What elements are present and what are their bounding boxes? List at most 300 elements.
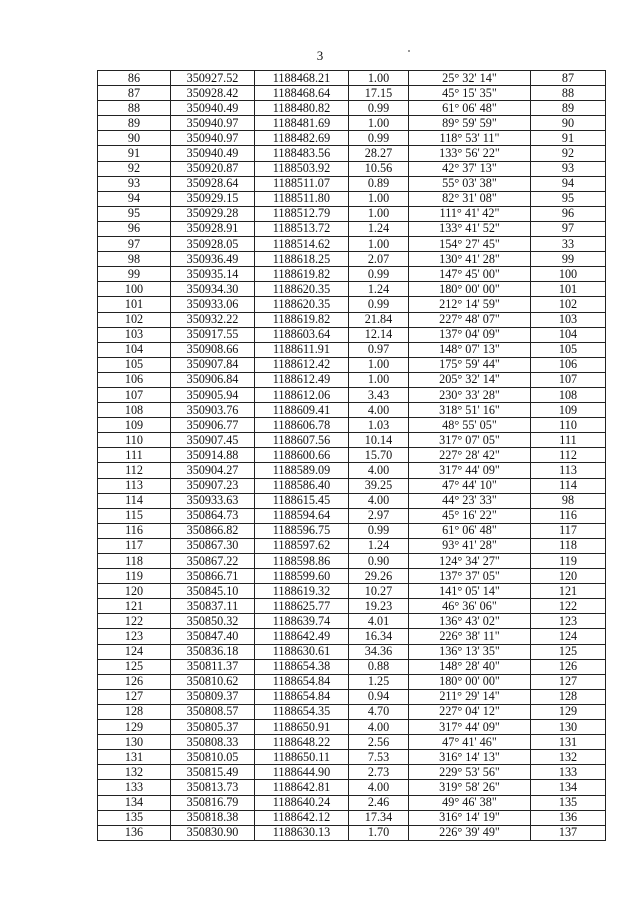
bearing-cell: 180° 00' 00": [409, 674, 531, 689]
y-coordinate-cell: 1188639.74: [255, 614, 349, 629]
distance-cell: 16.34: [349, 629, 409, 644]
x-coordinate-cell: 350928.64: [171, 176, 255, 191]
next-point-cell: 98: [531, 493, 606, 508]
bearing-cell: 227° 48' 07": [409, 312, 531, 327]
page-number: 3: [316, 48, 324, 63]
y-coordinate-cell: 1188619.82: [255, 267, 349, 282]
x-coordinate-cell: 350864.73: [171, 508, 255, 523]
table-row: [98, 448, 606, 463]
point-number-cell: 110: [98, 433, 171, 448]
table-row: [98, 387, 606, 402]
distance-cell: 2.46: [349, 795, 409, 810]
table-row: [98, 327, 606, 342]
table-row: [98, 750, 606, 765]
distance-cell: 17.15: [349, 86, 409, 101]
y-coordinate-cell: 1188648.22: [255, 735, 349, 750]
next-point-cell: 111: [531, 433, 606, 448]
y-coordinate-cell: 1188612.49: [255, 372, 349, 387]
x-coordinate-cell: 350914.88: [171, 448, 255, 463]
table-row: [98, 644, 606, 659]
bearing-cell: 230° 33' 28": [409, 387, 531, 402]
point-number-cell: 105: [98, 357, 171, 372]
table-row: [98, 674, 606, 689]
point-number-cell: 133: [98, 780, 171, 795]
coordinate-table-container: [97, 70, 605, 841]
point-number-cell: 99: [98, 267, 171, 282]
table-row: [98, 282, 606, 297]
distance-cell: 4.00: [349, 780, 409, 795]
x-coordinate-cell: 350810.05: [171, 750, 255, 765]
x-coordinate-cell: 350905.94: [171, 387, 255, 402]
point-number-cell: 86: [98, 71, 171, 86]
next-point-cell: 126: [531, 659, 606, 674]
point-number-cell: 91: [98, 146, 171, 161]
y-coordinate-cell: 1188607.56: [255, 433, 349, 448]
distance-cell: 2.73: [349, 765, 409, 780]
next-point-cell: 93: [531, 161, 606, 176]
next-point-cell: 124: [531, 629, 606, 644]
y-coordinate-cell: 1188589.09: [255, 463, 349, 478]
bearing-cell: 137° 04' 09": [409, 327, 531, 342]
table-row: [98, 101, 606, 116]
distance-cell: 10.56: [349, 161, 409, 176]
bearing-cell: 111° 41' 42": [409, 206, 531, 221]
distance-cell: 4.00: [349, 403, 409, 418]
bearing-cell: 147° 45' 00": [409, 267, 531, 282]
bearing-cell: 317° 07' 05": [409, 433, 531, 448]
bearing-cell: 227° 04' 12": [409, 704, 531, 719]
point-number-cell: 128: [98, 704, 171, 719]
next-point-cell: 103: [531, 312, 606, 327]
next-point-cell: 100: [531, 267, 606, 282]
x-coordinate-cell: 350908.66: [171, 342, 255, 357]
next-point-cell: 122: [531, 599, 606, 614]
next-point-cell: 133: [531, 765, 606, 780]
bearing-cell: 48° 55' 05": [409, 418, 531, 433]
point-number-cell: 130: [98, 735, 171, 750]
table-row: [98, 237, 606, 252]
distance-cell: 0.90: [349, 554, 409, 569]
next-point-cell: 89: [531, 101, 606, 116]
bearing-cell: 45° 16' 22": [409, 508, 531, 523]
bearing-cell: 55° 03' 38": [409, 176, 531, 191]
next-point-cell: 101: [531, 282, 606, 297]
x-coordinate-cell: 350830.90: [171, 825, 255, 840]
point-number-cell: 94: [98, 191, 171, 206]
point-number-cell: 123: [98, 629, 171, 644]
table-row: [98, 131, 606, 146]
x-coordinate-cell: 350932.22: [171, 312, 255, 327]
point-number-cell: 136: [98, 825, 171, 840]
bearing-cell: 45° 15' 35": [409, 86, 531, 101]
y-coordinate-cell: 1188481.69: [255, 116, 349, 131]
point-number-cell: 87: [98, 86, 171, 101]
point-number-cell: 90: [98, 131, 171, 146]
distance-cell: 1.24: [349, 538, 409, 553]
y-coordinate-cell: 1188619.32: [255, 584, 349, 599]
bearing-cell: 226° 38' 11": [409, 629, 531, 644]
table-row: [98, 720, 606, 735]
table-row: [98, 508, 606, 523]
bearing-cell: 133° 56' 22": [409, 146, 531, 161]
table-row: [98, 523, 606, 538]
distance-cell: 0.94: [349, 689, 409, 704]
bearing-cell: 154° 27' 45": [409, 237, 531, 252]
y-coordinate-cell: 1188654.38: [255, 659, 349, 674]
next-point-cell: 104: [531, 327, 606, 342]
x-coordinate-cell: 350811.37: [171, 659, 255, 674]
coordinate-table: [97, 70, 606, 841]
x-coordinate-cell: 350867.22: [171, 554, 255, 569]
point-number-cell: 93: [98, 176, 171, 191]
next-point-cell: 125: [531, 644, 606, 659]
x-coordinate-cell: 350920.87: [171, 161, 255, 176]
x-coordinate-cell: 350808.33: [171, 735, 255, 750]
next-point-cell: 91: [531, 131, 606, 146]
next-point-cell: 127: [531, 674, 606, 689]
point-number-cell: 102: [98, 312, 171, 327]
distance-cell: 2.56: [349, 735, 409, 750]
next-point-cell: 108: [531, 387, 606, 402]
bearing-cell: 229° 53' 56": [409, 765, 531, 780]
next-point-cell: 106: [531, 357, 606, 372]
distance-cell: 4.00: [349, 493, 409, 508]
x-coordinate-cell: 350935.14: [171, 267, 255, 282]
bearing-cell: 82° 31' 08": [409, 191, 531, 206]
y-coordinate-cell: 1188630.61: [255, 644, 349, 659]
next-point-cell: 109: [531, 403, 606, 418]
x-coordinate-cell: 350933.06: [171, 297, 255, 312]
distance-cell: 4.00: [349, 720, 409, 735]
table-row: [98, 538, 606, 553]
point-number-cell: 108: [98, 403, 171, 418]
table-row: [98, 659, 606, 674]
table-row: [98, 357, 606, 372]
distance-cell: 0.99: [349, 297, 409, 312]
y-coordinate-cell: 1188603.64: [255, 327, 349, 342]
next-point-cell: 88: [531, 86, 606, 101]
table-row: [98, 403, 606, 418]
table-row: [98, 584, 606, 599]
bearing-cell: 133° 41' 52": [409, 221, 531, 236]
next-point-cell: 87: [531, 71, 606, 86]
distance-cell: 34.36: [349, 644, 409, 659]
x-coordinate-cell: 350933.63: [171, 493, 255, 508]
point-number-cell: 98: [98, 252, 171, 267]
distance-cell: 28.27: [349, 146, 409, 161]
point-number-cell: 127: [98, 689, 171, 704]
bearing-cell: 61° 06' 48": [409, 101, 531, 116]
y-coordinate-cell: 1188654.35: [255, 704, 349, 719]
next-point-cell: 99: [531, 252, 606, 267]
next-point-cell: 120: [531, 569, 606, 584]
bearing-cell: 42° 37' 13": [409, 161, 531, 176]
table-row: [98, 71, 606, 86]
point-number-cell: 125: [98, 659, 171, 674]
y-coordinate-cell: 1188612.06: [255, 387, 349, 402]
bearing-cell: 61° 06' 48": [409, 523, 531, 538]
next-point-cell: 132: [531, 750, 606, 765]
table-row: [98, 765, 606, 780]
point-number-cell: 126: [98, 674, 171, 689]
table-row: [98, 372, 606, 387]
table-row: [98, 86, 606, 101]
x-coordinate-cell: 350836.18: [171, 644, 255, 659]
x-coordinate-cell: 350866.71: [171, 569, 255, 584]
bearing-cell: 212° 14' 59": [409, 297, 531, 312]
bearing-cell: 44° 23' 33": [409, 493, 531, 508]
table-row: [98, 735, 606, 750]
table-row: [98, 161, 606, 176]
y-coordinate-cell: 1188640.24: [255, 795, 349, 810]
table-row: [98, 146, 606, 161]
x-coordinate-cell: 350904.27: [171, 463, 255, 478]
distance-cell: 0.99: [349, 267, 409, 282]
table-row: [98, 206, 606, 221]
next-point-cell: 90: [531, 116, 606, 131]
distance-cell: 1.24: [349, 282, 409, 297]
bearing-cell: 148° 28' 40": [409, 659, 531, 674]
y-coordinate-cell: 1188619.82: [255, 312, 349, 327]
y-coordinate-cell: 1188468.64: [255, 86, 349, 101]
next-point-cell: 117: [531, 523, 606, 538]
distance-cell: 2.97: [349, 508, 409, 523]
y-coordinate-cell: 1188600.66: [255, 448, 349, 463]
point-number-cell: 117: [98, 538, 171, 553]
point-number-cell: 88: [98, 101, 171, 116]
y-coordinate-cell: 1188642.49: [255, 629, 349, 644]
x-coordinate-cell: 350816.79: [171, 795, 255, 810]
distance-cell: 1.24: [349, 221, 409, 236]
distance-cell: 0.97: [349, 342, 409, 357]
distance-cell: 17.34: [349, 810, 409, 825]
table-row: [98, 569, 606, 584]
bearing-cell: 137° 37' 05": [409, 569, 531, 584]
point-number-cell: 107: [98, 387, 171, 402]
y-coordinate-cell: 1188630.13: [255, 825, 349, 840]
x-coordinate-cell: 350815.49: [171, 765, 255, 780]
table-body: [98, 71, 606, 841]
distance-cell: 39.25: [349, 478, 409, 493]
next-point-cell: 116: [531, 508, 606, 523]
distance-cell: 1.03: [349, 418, 409, 433]
point-number-cell: 113: [98, 478, 171, 493]
distance-cell: 1.25: [349, 674, 409, 689]
distance-cell: 4.00: [349, 463, 409, 478]
x-coordinate-cell: 350934.30: [171, 282, 255, 297]
bearing-cell: 148° 07' 13": [409, 342, 531, 357]
x-coordinate-cell: 350866.82: [171, 523, 255, 538]
y-coordinate-cell: 1188586.40: [255, 478, 349, 493]
next-point-cell: 134: [531, 780, 606, 795]
y-coordinate-cell: 1188654.84: [255, 674, 349, 689]
table-row: [98, 418, 606, 433]
table-row: [98, 478, 606, 493]
distance-cell: 12.14: [349, 327, 409, 342]
bearing-cell: 319° 58' 26": [409, 780, 531, 795]
x-coordinate-cell: 350906.77: [171, 418, 255, 433]
x-coordinate-cell: 350928.05: [171, 237, 255, 252]
distance-cell: 1.00: [349, 206, 409, 221]
y-coordinate-cell: 1188625.77: [255, 599, 349, 614]
table-row: [98, 342, 606, 357]
y-coordinate-cell: 1188596.75: [255, 523, 349, 538]
bearing-cell: 227° 28' 42": [409, 448, 531, 463]
y-coordinate-cell: 1188514.62: [255, 237, 349, 252]
next-point-cell: 119: [531, 554, 606, 569]
point-number-cell: 135: [98, 810, 171, 825]
point-number-cell: 115: [98, 508, 171, 523]
y-coordinate-cell: 1188620.35: [255, 282, 349, 297]
y-coordinate-cell: 1188650.11: [255, 750, 349, 765]
point-number-cell: 106: [98, 372, 171, 387]
y-coordinate-cell: 1188482.69: [255, 131, 349, 146]
point-number-cell: 96: [98, 221, 171, 236]
distance-cell: 4.70: [349, 704, 409, 719]
x-coordinate-cell: 350928.42: [171, 86, 255, 101]
next-point-cell: 110: [531, 418, 606, 433]
bearing-cell: 49° 46' 38": [409, 795, 531, 810]
x-coordinate-cell: 350847.40: [171, 629, 255, 644]
distance-cell: 4.01: [349, 614, 409, 629]
next-point-cell: 128: [531, 689, 606, 704]
y-coordinate-cell: 1188650.91: [255, 720, 349, 735]
bearing-cell: 205° 32' 14": [409, 372, 531, 387]
y-coordinate-cell: 1188480.82: [255, 101, 349, 116]
y-coordinate-cell: 1188511.07: [255, 176, 349, 191]
bearing-cell: 93° 41' 28": [409, 538, 531, 553]
x-coordinate-cell: 350929.28: [171, 206, 255, 221]
point-number-cell: 112: [98, 463, 171, 478]
x-coordinate-cell: 350818.38: [171, 810, 255, 825]
next-point-cell: 130: [531, 720, 606, 735]
next-point-cell: 135: [531, 795, 606, 810]
distance-cell: 29.26: [349, 569, 409, 584]
next-point-cell: 121: [531, 584, 606, 599]
next-point-cell: 113: [531, 463, 606, 478]
table-row: [98, 176, 606, 191]
bearing-cell: 89° 59' 59": [409, 116, 531, 131]
y-coordinate-cell: 1188512.79: [255, 206, 349, 221]
bearing-cell: 318° 51' 16": [409, 403, 531, 418]
table-row: [98, 116, 606, 131]
next-point-cell: 118: [531, 538, 606, 553]
x-coordinate-cell: 350906.84: [171, 372, 255, 387]
point-number-cell: 119: [98, 569, 171, 584]
y-coordinate-cell: 1188644.90: [255, 765, 349, 780]
table-row: [98, 463, 606, 478]
next-point-cell: 136: [531, 810, 606, 825]
next-point-cell: 114: [531, 478, 606, 493]
distance-cell: 10.27: [349, 584, 409, 599]
point-number-cell: 92: [98, 161, 171, 176]
next-point-cell: 123: [531, 614, 606, 629]
table-row: [98, 267, 606, 282]
distance-cell: 10.14: [349, 433, 409, 448]
bearing-cell: 47° 44' 10": [409, 478, 531, 493]
bearing-cell: 130° 41' 28": [409, 252, 531, 267]
point-number-cell: 103: [98, 327, 171, 342]
bearing-cell: 118° 53' 11": [409, 131, 531, 146]
next-point-cell: 102: [531, 297, 606, 312]
x-coordinate-cell: 350808.57: [171, 704, 255, 719]
y-coordinate-cell: 1188642.12: [255, 810, 349, 825]
y-coordinate-cell: 1188594.64: [255, 508, 349, 523]
point-number-cell: 111: [98, 448, 171, 463]
distance-cell: 0.99: [349, 131, 409, 146]
table-row: [98, 810, 606, 825]
next-point-cell: 92: [531, 146, 606, 161]
distance-cell: 1.00: [349, 191, 409, 206]
next-point-cell: 105: [531, 342, 606, 357]
next-point-cell: 107: [531, 372, 606, 387]
next-point-cell: 112: [531, 448, 606, 463]
bearing-cell: 316° 14' 13": [409, 750, 531, 765]
x-coordinate-cell: 350867.30: [171, 538, 255, 553]
point-number-cell: 134: [98, 795, 171, 810]
distance-cell: 1.00: [349, 357, 409, 372]
y-coordinate-cell: 1188615.45: [255, 493, 349, 508]
x-coordinate-cell: 350907.45: [171, 433, 255, 448]
point-number-cell: 114: [98, 493, 171, 508]
y-coordinate-cell: 1188599.60: [255, 569, 349, 584]
point-number-cell: 109: [98, 418, 171, 433]
table-row: [98, 554, 606, 569]
table-row: [98, 629, 606, 644]
next-point-cell: 97: [531, 221, 606, 236]
y-coordinate-cell: 1188618.25: [255, 252, 349, 267]
x-coordinate-cell: 350940.97: [171, 116, 255, 131]
distance-cell: 0.89: [349, 176, 409, 191]
point-number-cell: 97: [98, 237, 171, 252]
distance-cell: 0.99: [349, 523, 409, 538]
next-point-cell: 94: [531, 176, 606, 191]
y-coordinate-cell: 1188468.21: [255, 71, 349, 86]
next-point-cell: 131: [531, 735, 606, 750]
x-coordinate-cell: 350940.97: [171, 131, 255, 146]
y-coordinate-cell: 1188611.91: [255, 342, 349, 357]
x-coordinate-cell: 350929.15: [171, 191, 255, 206]
distance-cell: 0.99: [349, 101, 409, 116]
bearing-cell: 175° 59' 44": [409, 357, 531, 372]
table-row: [98, 614, 606, 629]
distance-cell: 1.00: [349, 71, 409, 86]
table-row: [98, 599, 606, 614]
x-coordinate-cell: 350907.23: [171, 478, 255, 493]
point-number-cell: 101: [98, 297, 171, 312]
distance-cell: 1.00: [349, 372, 409, 387]
x-coordinate-cell: 350927.52: [171, 71, 255, 86]
point-number-cell: 122: [98, 614, 171, 629]
table-row: [98, 780, 606, 795]
y-coordinate-cell: 1188503.92: [255, 161, 349, 176]
x-coordinate-cell: 350850.32: [171, 614, 255, 629]
table-row: [98, 689, 606, 704]
bearing-cell: 124° 34' 27": [409, 554, 531, 569]
next-point-cell: 129: [531, 704, 606, 719]
table-row: [98, 191, 606, 206]
y-coordinate-cell: 1188511.80: [255, 191, 349, 206]
table-row: [98, 252, 606, 267]
table-row: [98, 795, 606, 810]
y-coordinate-cell: 1188598.86: [255, 554, 349, 569]
point-number-cell: 120: [98, 584, 171, 599]
bearing-cell: 317° 44' 09": [409, 463, 531, 478]
y-coordinate-cell: 1188513.72: [255, 221, 349, 236]
bearing-cell: 47° 41' 46": [409, 735, 531, 750]
point-number-cell: 131: [98, 750, 171, 765]
point-number-cell: 121: [98, 599, 171, 614]
